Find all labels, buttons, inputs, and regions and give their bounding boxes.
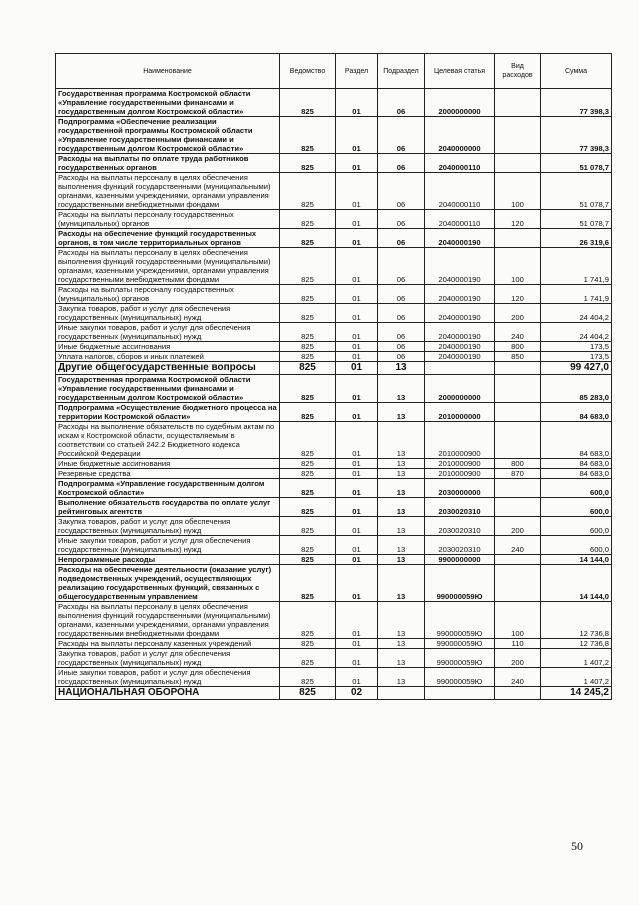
row-name: Иные бюджетные ассигнования	[56, 459, 280, 469]
row-target: 2030000000	[425, 479, 495, 498]
row-name: Иные закупки товаров, работ и услуг для обеспечения государственных (муниципальных) нужд	[56, 668, 280, 687]
row-vid: 850	[495, 352, 541, 362]
row-vedomstvo: 825	[280, 639, 336, 649]
budget-table	[55, 53, 612, 700]
row-podrazdel	[378, 687, 425, 700]
row-vid: 200	[495, 517, 541, 536]
row-name: Подпрограмма «Обеспечение реализации государственной программы Костромской области «Управление государственными финансами и государственным долгом Костромской области»	[56, 117, 280, 154]
header-name: Наименование	[56, 54, 280, 89]
row-razdel: 01	[336, 342, 378, 352]
row-sum: 1 741,9	[541, 285, 612, 304]
row-name: Непрограммные расходы	[56, 555, 280, 565]
table-row	[56, 639, 612, 649]
row-podrazdel: 06	[378, 352, 425, 362]
row-razdel: 01	[336, 154, 378, 173]
table-row	[56, 117, 612, 154]
row-razdel: 01	[336, 469, 378, 479]
table-row	[56, 304, 612, 323]
row-sum: 84 683,0	[541, 403, 612, 422]
row-name: Расходы на выплаты персоналу казенных учреждений	[56, 639, 280, 649]
row-vedomstvo: 825	[280, 536, 336, 555]
row-podrazdel: 13	[378, 649, 425, 668]
row-vid	[495, 403, 541, 422]
table-row	[56, 469, 612, 479]
header-vid: Вид расходов	[495, 54, 541, 89]
row-podrazdel: 13	[378, 498, 425, 517]
row-vedomstvo: 825	[280, 285, 336, 304]
row-vedomstvo: 825	[280, 154, 336, 173]
table-row	[56, 375, 612, 403]
row-vedomstvo: 825	[280, 555, 336, 565]
row-name: Государственная программа Костромской области «Управление государственными финансами и государственным долгом Костромской области»	[56, 89, 280, 117]
row-target: 2010000900	[425, 459, 495, 469]
row-vid	[495, 555, 541, 565]
row-sum: 84 683,0	[541, 469, 612, 479]
row-vid	[495, 154, 541, 173]
row-razdel: 01	[336, 304, 378, 323]
row-target: 2030020310	[425, 536, 495, 555]
row-vedomstvo: 825	[280, 248, 336, 285]
row-razdel: 01	[336, 498, 378, 517]
row-vid: 100	[495, 173, 541, 210]
row-podrazdel: 06	[378, 117, 425, 154]
table-row	[56, 154, 612, 173]
row-name: Закупка товаров, работ и услуг для обеспечения государственных (муниципальных) нужд	[56, 517, 280, 536]
row-name: Другие общегосударственные вопросы	[56, 362, 280, 375]
row-podrazdel: 13	[378, 422, 425, 459]
table-body	[56, 89, 612, 700]
row-vedomstvo: 825	[280, 649, 336, 668]
table-row	[56, 602, 612, 639]
row-vid: 240	[495, 323, 541, 342]
row-razdel: 01	[336, 323, 378, 342]
table-header-row	[56, 54, 612, 89]
row-podrazdel: 13	[378, 668, 425, 687]
table-row	[56, 498, 612, 517]
row-sum: 77 398,3	[541, 89, 612, 117]
row-podrazdel: 06	[378, 173, 425, 210]
row-podrazdel: 13	[378, 602, 425, 639]
row-vid: 240	[495, 536, 541, 555]
table-row	[56, 248, 612, 285]
row-vedomstvo: 825	[280, 517, 336, 536]
table-row	[56, 210, 612, 229]
row-vid: 800	[495, 342, 541, 352]
table-row	[56, 173, 612, 210]
row-vid: 800	[495, 459, 541, 469]
row-razdel: 01	[336, 229, 378, 248]
row-name: Расходы на выплаты персоналу в целях обеспечения выполнения функций государственными (муниципальными) органами, казенными учреждениями, органами управления государственными внебюджетными фондами	[56, 248, 280, 285]
row-vedomstvo: 825	[280, 459, 336, 469]
row-target: 2010000900	[425, 469, 495, 479]
row-razdel: 01	[336, 210, 378, 229]
row-razdel: 01	[336, 173, 378, 210]
row-name: Расходы на выплаты персоналу государственных (муниципальных) органов	[56, 210, 280, 229]
row-sum: 600,0	[541, 536, 612, 555]
row-razdel: 01	[336, 602, 378, 639]
row-name: Закупка товаров, работ и услуг для обеспечения государственных (муниципальных) нужд	[56, 649, 280, 668]
table-row	[56, 668, 612, 687]
row-target	[425, 687, 495, 700]
table-row	[56, 323, 612, 342]
row-razdel: 01	[336, 403, 378, 422]
row-vedomstvo: 825	[280, 479, 336, 498]
row-target: 2040000190	[425, 342, 495, 352]
row-sum: 51 078,7	[541, 154, 612, 173]
row-target: 990000059Ю	[425, 602, 495, 639]
row-target: 2040000110	[425, 210, 495, 229]
row-sum: 600,0	[541, 479, 612, 498]
row-razdel: 01	[336, 362, 378, 375]
row-sum: 51 078,7	[541, 173, 612, 210]
row-sum: 84 683,0	[541, 459, 612, 469]
row-vedomstvo: 825	[280, 210, 336, 229]
row-razdel: 01	[336, 565, 378, 602]
row-name: Расходы на выплаты персоналу государственных (муниципальных) органов	[56, 285, 280, 304]
row-podrazdel: 06	[378, 342, 425, 352]
row-name: Расходы на обеспечение функций государственных органов, в том числе территориальных органов	[56, 229, 280, 248]
row-name: Иные закупки товаров, работ и услуг для обеспечения государственных (муниципальных) нужд	[56, 536, 280, 555]
row-vedomstvo: 825	[280, 668, 336, 687]
table-row	[56, 422, 612, 459]
row-vedomstvo: 825	[280, 173, 336, 210]
header-vedomstvo: Ведомство	[280, 54, 336, 89]
row-vedomstvo: 825	[280, 687, 336, 700]
row-sum: 14 245,2	[541, 687, 612, 700]
row-sum: 12 736,8	[541, 602, 612, 639]
row-razdel: 01	[336, 479, 378, 498]
row-target: 2040000190	[425, 248, 495, 285]
row-razdel: 01	[336, 555, 378, 565]
row-vid	[495, 479, 541, 498]
row-vedomstvo: 825	[280, 422, 336, 459]
row-razdel: 01	[336, 352, 378, 362]
table-row	[56, 459, 612, 469]
row-podrazdel: 06	[378, 154, 425, 173]
row-podrazdel: 13	[378, 459, 425, 469]
row-vedomstvo: 825	[280, 498, 336, 517]
row-sum: 1 407,2	[541, 668, 612, 687]
row-sum: 24 404,2	[541, 304, 612, 323]
row-razdel: 01	[336, 117, 378, 154]
table-row	[56, 229, 612, 248]
row-vid: 200	[495, 649, 541, 668]
row-target: 2010000000	[425, 403, 495, 422]
row-vedomstvo: 825	[280, 602, 336, 639]
table-row	[56, 89, 612, 117]
row-sum: 14 144,0	[541, 555, 612, 565]
row-razdel: 01	[336, 285, 378, 304]
header-sum: Сумма	[541, 54, 612, 89]
row-razdel: 01	[336, 89, 378, 117]
row-target: 2000000000	[425, 375, 495, 403]
row-podrazdel: 13	[378, 479, 425, 498]
row-podrazdel: 13	[378, 403, 425, 422]
row-vedomstvo: 825	[280, 323, 336, 342]
row-vid	[495, 229, 541, 248]
row-vedomstvo: 825	[280, 117, 336, 154]
row-vid	[495, 422, 541, 459]
row-podrazdel: 13	[378, 639, 425, 649]
row-target: 2000000000	[425, 89, 495, 117]
row-vedomstvo: 825	[280, 375, 336, 403]
row-vid: 240	[495, 668, 541, 687]
table-row	[56, 342, 612, 352]
row-vid: 110	[495, 639, 541, 649]
table-row	[56, 362, 612, 375]
row-name: Расходы на обеспечение деятельности (оказание услуг) подведомственных учреждений, осуществляющих реализацию государственных функций, связанных с общегосударственным управлением	[56, 565, 280, 602]
row-sum: 99 427,0	[541, 362, 612, 375]
row-target: 990000059Ю	[425, 649, 495, 668]
row-name: Расходы на выплаты персоналу в целях обеспечения выполнения функций государственными (муниципальными) органами, казенными учреждениями, органами управления государственными внебюджетными фондами	[56, 602, 280, 639]
table-row	[56, 517, 612, 536]
row-vid: 100	[495, 248, 541, 285]
row-podrazdel: 06	[378, 323, 425, 342]
row-vid	[495, 498, 541, 517]
table-row	[56, 536, 612, 555]
row-target: 2040000190	[425, 285, 495, 304]
header-podrazdel: Подраздел	[378, 54, 425, 89]
row-podrazdel: 06	[378, 285, 425, 304]
row-vedomstvo: 825	[280, 403, 336, 422]
row-vedomstvo: 825	[280, 342, 336, 352]
row-sum: 173,5	[541, 342, 612, 352]
row-sum: 26 319,6	[541, 229, 612, 248]
row-razdel: 02	[336, 687, 378, 700]
table-row	[56, 687, 612, 700]
row-podrazdel: 06	[378, 248, 425, 285]
row-razdel: 01	[336, 248, 378, 285]
row-vedomstvo: 825	[280, 565, 336, 602]
row-name: Иные бюджетные ассигнования	[56, 342, 280, 352]
row-vedomstvo: 825	[280, 362, 336, 375]
row-vedomstvo: 825	[280, 229, 336, 248]
row-sum: 600,0	[541, 517, 612, 536]
row-podrazdel: 13	[378, 536, 425, 555]
header-target: Целевая статья	[425, 54, 495, 89]
row-target: 2030020310	[425, 517, 495, 536]
row-name: Подпрограмма «Осуществление бюджетного процесса на территории Костромской области»	[56, 403, 280, 422]
page-number: 50	[571, 839, 583, 853]
row-sum: 77 398,3	[541, 117, 612, 154]
row-sum: 14 144,0	[541, 565, 612, 602]
row-target: 2040000190	[425, 352, 495, 362]
row-target: 990000059Ю	[425, 639, 495, 649]
row-vid	[495, 687, 541, 700]
row-name: Подпрограмма «Управление государственным долгом Костромской области»	[56, 479, 280, 498]
row-target: 2040000110	[425, 154, 495, 173]
row-sum: 51 078,7	[541, 210, 612, 229]
row-razdel: 01	[336, 459, 378, 469]
row-vid: 100	[495, 602, 541, 639]
row-sum: 600,0	[541, 498, 612, 517]
row-name: Государственная программа Костромской области «Управление государственными финансами и государственным долгом Костромской области»	[56, 375, 280, 403]
row-razdel: 01	[336, 517, 378, 536]
row-name: НАЦИОНАЛЬНАЯ ОБОРОНА	[56, 687, 280, 700]
row-razdel: 01	[336, 639, 378, 649]
row-sum: 1 741,9	[541, 248, 612, 285]
row-name: Уплата налогов, сборов и иных платежей	[56, 352, 280, 362]
row-podrazdel: 13	[378, 362, 425, 375]
row-vedomstvo: 825	[280, 469, 336, 479]
header-razdel: Раздел	[336, 54, 378, 89]
row-target: 990000059Ю	[425, 668, 495, 687]
row-vid	[495, 362, 541, 375]
row-razdel: 01	[336, 375, 378, 403]
row-vid	[495, 375, 541, 403]
row-podrazdel: 13	[378, 517, 425, 536]
row-vid: 870	[495, 469, 541, 479]
row-target: 2030020310	[425, 498, 495, 517]
row-name: Расходы на выполнение обязательств по судебным актам по искам к Костромской области, осуществляемым в соответствии со статьей 242.2 Бюджетного кодекса Российской Федерации	[56, 422, 280, 459]
row-name: Закупка товаров, работ и услуг для обеспечения государственных (муниципальных) нужд	[56, 304, 280, 323]
row-name: Резервные средства	[56, 469, 280, 479]
row-razdel: 01	[336, 668, 378, 687]
row-name: Расходы на выплаты персоналу в целях обеспечения выполнения функций государственными (муниципальными) органами, казенными учреждениями, органами управления государственными внебюджетными фондами	[56, 173, 280, 210]
row-target: 2040000000	[425, 117, 495, 154]
row-sum: 173,5	[541, 352, 612, 362]
row-target: 2040000190	[425, 304, 495, 323]
row-target	[425, 362, 495, 375]
row-vedomstvo: 825	[280, 352, 336, 362]
row-target: 2040000110	[425, 173, 495, 210]
table-row	[56, 352, 612, 362]
row-name: Расходы на выплаты по оплате труда работников государственных органов	[56, 154, 280, 173]
row-vid: 200	[495, 304, 541, 323]
row-vid	[495, 117, 541, 154]
row-target: 2010000900	[425, 422, 495, 459]
row-vid: 120	[495, 210, 541, 229]
row-vid: 120	[495, 285, 541, 304]
row-name: Выполнение обязательств государства по оплате услуг рейтинговых агентств	[56, 498, 280, 517]
table-row	[56, 649, 612, 668]
row-podrazdel: 06	[378, 229, 425, 248]
row-vedomstvo: 825	[280, 304, 336, 323]
row-target: 2040000190	[425, 229, 495, 248]
row-razdel: 01	[336, 649, 378, 668]
row-vid	[495, 565, 541, 602]
row-podrazdel: 06	[378, 89, 425, 117]
table-row	[56, 555, 612, 565]
row-vedomstvo: 825	[280, 89, 336, 117]
table-row	[56, 285, 612, 304]
row-podrazdel: 13	[378, 565, 425, 602]
row-podrazdel: 13	[378, 375, 425, 403]
row-target: 9900000000	[425, 555, 495, 565]
row-sum: 12 736,8	[541, 639, 612, 649]
row-razdel: 01	[336, 536, 378, 555]
row-podrazdel: 06	[378, 304, 425, 323]
row-vid	[495, 89, 541, 117]
table-row	[56, 403, 612, 422]
row-podrazdel: 13	[378, 555, 425, 565]
row-sum: 1 407,2	[541, 649, 612, 668]
row-sum: 84 683,0	[541, 422, 612, 459]
row-razdel: 01	[336, 422, 378, 459]
row-podrazdel: 13	[378, 469, 425, 479]
table-row	[56, 479, 612, 498]
row-sum: 24 404,2	[541, 323, 612, 342]
row-podrazdel: 06	[378, 210, 425, 229]
row-sum: 85 283,0	[541, 375, 612, 403]
row-name: Иные закупки товаров, работ и услуг для обеспечения государственных (муниципальных) нужд	[56, 323, 280, 342]
table-row	[56, 565, 612, 602]
row-target: 990000059Ю	[425, 565, 495, 602]
row-target: 2040000190	[425, 323, 495, 342]
